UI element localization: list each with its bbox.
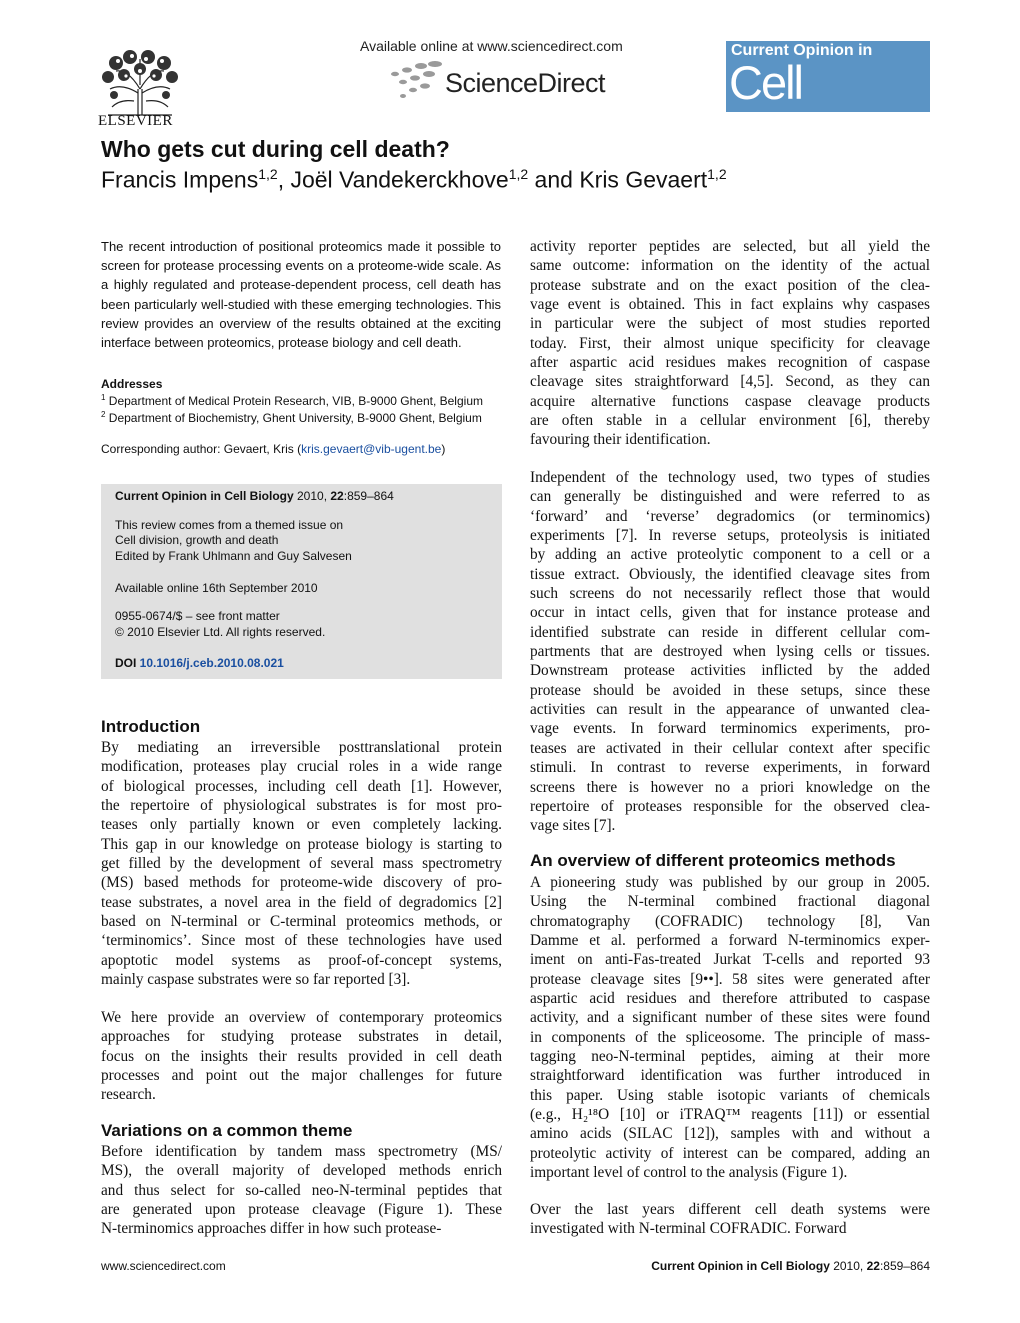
- text-line: in components of the spliceosome. The principle of mass-: [530, 1028, 930, 1046]
- paragraph: [530, 1200, 930, 1239]
- text-line: acquire alternative functions caspase cleavage products: [530, 392, 930, 410]
- text-line: this paper. Using stable isotopic variants of chemicals: [530, 1086, 930, 1104]
- author-affiliation: 1,2: [258, 166, 278, 182]
- text-line: mainly caspase substrates were so far reported [3].: [101, 971, 411, 989]
- text-line: important level of control to the analysis (Figure 1).: [530, 1164, 848, 1182]
- text-line: amino acids (SILAC [12]), samples with and without a: [530, 1125, 930, 1143]
- text-line: activities can result in the appearance of unwanted clea-: [530, 701, 930, 719]
- sciencedirect-logo[interactable]: [385, 58, 625, 102]
- text-line: of biological processes, including cell death [1]. However,: [101, 777, 502, 795]
- text-line: activity reporter peptides are selected, but all yield the: [530, 238, 930, 255]
- text-line: vage event is obtained. This in fact explains why caspases: [530, 296, 930, 314]
- text-line: proteolytic activity of interest can be compared, adding an: [530, 1144, 930, 1162]
- text-line: protease substrate and on the exact position of the clea-: [530, 276, 930, 294]
- text-line: experiments [7]. In reverse setups, proteolysis is initiated: [530, 527, 930, 545]
- text-line: such screens do not necessarily reflect those that would: [530, 585, 930, 603]
- text-line: (MS) based methods for proteome-wide discovery of pro-: [101, 874, 502, 892]
- author-name: Francis Impens: [101, 166, 259, 193]
- copyright-line: © 2010 Elsevier Ltd. All rights reserved.: [115, 625, 326, 639]
- text-line: today. First, their almost unique specificity for cleavage: [530, 334, 930, 352]
- text-line: Before identification by tandem mass spectrometry (MS/: [101, 1143, 502, 1160]
- journal-badge-title: Cell Biology: [729, 56, 870, 164]
- abstract: The recent introduction of positional proteomics made it possible to screen for protease processing events on a proteome-wide scale. As a highly regulated and protease-dependent process, cell death has been particularly well-studied with these emerging technologies. This review provides an overview of the results obtained at the exciting interface between proteomics, protease biology and cell death.: [101, 239, 501, 351]
- text-line: get filled by the development of several mass spectrometry: [101, 855, 502, 873]
- text-line: in particular were the subject of most studies reported: [530, 315, 930, 333]
- author-name: Joël Vandekerckhove: [290, 166, 509, 193]
- paragraph: [101, 1142, 502, 1239]
- text-line: can generally be distinguished and were referred to as: [530, 488, 930, 506]
- text-line: ‘terminomics’. Since most of these technologies have used: [101, 932, 502, 950]
- text-line: partments that are destroyed when lysing cells or tissues.: [530, 643, 930, 661]
- text-line: ‘forward’ and ‘reverse’ degradomics (or terminomics): [530, 507, 930, 525]
- text-line: This gap in our knowledge on protease biology is starting to: [101, 835, 502, 853]
- paragraph: [530, 237, 930, 450]
- text-line: same outcome: information on the identity of the actual: [530, 257, 930, 275]
- text-line: Over the last years different cell death systems were: [530, 1201, 930, 1218]
- text-line: favouring their identification.: [530, 431, 711, 449]
- text-line: Damme et al. performed a forward N-terminomics exper-: [530, 932, 930, 950]
- text-line: We here provide an overview of contemporary proteomics: [101, 1009, 502, 1026]
- doi-line: DOI 10.1016/j.ceb.2010.08.021: [115, 656, 284, 670]
- paragraph: [530, 468, 930, 836]
- section-heading-variations: Variations on a common theme: [101, 1121, 353, 1140]
- available-online-notice[interactable]: Available online at www.sciencedirect.com: [360, 38, 623, 54]
- text-line: based on N-terminal or C-terminal proteomics methods, or: [101, 913, 502, 931]
- text-line: repertoire of proteases responsible for the observed clea-: [530, 797, 930, 815]
- text-line: are generated upon protease cleavage (Figure 1). These: [101, 1201, 502, 1219]
- text-line: by adding an active proteolytic component to a cell or a: [530, 546, 930, 564]
- author-name: Kris Gevaert: [579, 166, 708, 193]
- text-line: Using the N-terminal combined fractional diagonal: [530, 893, 930, 911]
- text-line: vage sites [7].: [530, 817, 616, 835]
- text-line: MS), the overall majority of developed methods enrich: [101, 1162, 502, 1180]
- text-line: research.: [101, 1086, 156, 1104]
- paragraph: [530, 873, 930, 1183]
- text-line: teases are activated in their cellular context after specific: [530, 739, 930, 757]
- issn-line: 0955-0674/$ – see front matter: [115, 609, 280, 623]
- text-line: tagging neo-N-terminal peptides, aiming at their more: [530, 1048, 930, 1066]
- text-line: apoptotic model systems as proof-of-concept systems,: [101, 951, 502, 969]
- text-line: focus on the insights their results provided in cell death: [101, 1047, 502, 1065]
- text-line: iment on anti-Fas-treated Jurkat T-cells and reported 93: [530, 951, 930, 969]
- text-line: Downstream protease activities inflicted by the added: [530, 662, 930, 680]
- sciencedirect-dots-icon: [385, 58, 445, 102]
- text-line: (e.g., H₂¹⁸O [10] or iTRAQ™ reagents [11]) or essential: [530, 1106, 930, 1124]
- text-line: occur in intact cells, given that for instance protease and: [530, 604, 930, 622]
- text-line: tease substrates, a novel area in the field of degradomics [2]: [101, 893, 502, 911]
- footer-citation: Current Opinion in Cell Biology 2010, 22:859–864: [651, 1259, 930, 1273]
- text-line: straightforward identification was further introduced in: [530, 1067, 930, 1085]
- text-line: and thus select for so-called neo-N-terminal peptides that: [101, 1181, 502, 1199]
- addresses-heading: Addresses: [101, 377, 163, 391]
- paragraph: [101, 1008, 502, 1105]
- text-line: Independent of the technology used, two types of studies: [530, 469, 930, 486]
- text-line: By mediating an irreversible posttranslational protein: [101, 739, 502, 756]
- article-title: Who gets cut during cell death?: [101, 136, 450, 162]
- footer-website[interactable]: www.sciencedirect.com: [101, 1259, 226, 1273]
- themed-issue-title: Cell division, growth and death: [115, 533, 279, 547]
- author-list: Francis Impens$^{1,2}$, Joël Vandekerckhove$^{1,2}$ and Kris Gevaert$^{1,2}$: [101, 166, 727, 193]
- article-info-box: [101, 484, 502, 679]
- text-line: vage events. In forward terminomics experiments, pro-: [530, 720, 930, 738]
- online-date: Available online 16th September 2010: [115, 581, 318, 595]
- text-line: approaches for studying protease substrates in detail,: [101, 1028, 502, 1046]
- doi-link[interactable]: 10.1016/j.ceb.2010.08.021: [139, 656, 284, 670]
- text-line: activity, and a significant number of these sites were found: [530, 1009, 930, 1027]
- text-line: chromatography (COFRADIC) technology [8], Van: [530, 912, 930, 930]
- themed-issue-line: This review comes from a themed issue on: [115, 518, 344, 532]
- author-affiliation: 1,2: [707, 166, 727, 182]
- section-heading-overview: An overview of different proteomics methods: [530, 851, 896, 870]
- text-line: tissue extract. Obviously, the identified cleavage sites from: [530, 565, 930, 583]
- author-email-link[interactable]: kris.gevaert@vib-ugent.be: [301, 442, 442, 456]
- text-line: protease should be avoided in these setups, since these: [530, 681, 930, 699]
- text-line: modification, proteases play crucial roles in a wide range: [101, 758, 502, 776]
- text-line: are often stable in a cellular environment [6], thereby: [530, 412, 930, 430]
- editors-line: Edited by Frank Uhlmann and Guy Salvesen: [115, 549, 352, 563]
- text-line: N-terminomics approaches differ in how such protease-: [101, 1220, 442, 1238]
- citation-line: Current Opinion in Cell Biology 2010, 22:859–864: [115, 489, 394, 503]
- text-line: stimuli. In contrast to reverse experiments, in forward: [530, 759, 930, 777]
- journal-badge-series: Current Opinion in: [731, 42, 873, 59]
- text-line: teases only partially known or even completely lacking.: [101, 816, 502, 834]
- section-heading-introduction: Introduction: [101, 717, 201, 736]
- text-line: screens there is however no a priori knowledge on the: [530, 778, 930, 796]
- text-line: the repertoire of physiological substrates is for most pro-: [101, 797, 502, 815]
- text-line: aspartic acid residues and therefore attributed to caspase: [530, 990, 930, 1008]
- journal-badge[interactable]: [726, 41, 930, 164]
- author-affiliation: 1,2: [508, 166, 529, 182]
- text-line: processes and point out the major challenges for future: [101, 1067, 502, 1085]
- paragraph: [101, 738, 502, 989]
- publisher-name: ELSEVIER: [98, 113, 173, 129]
- text-line: after aspartic acid residues makes recognition of caspase: [530, 354, 930, 372]
- corresponding-author: Corresponding author: Gevaert, Kris (kris.gevaert@vib-ugent.be): [101, 442, 446, 456]
- address-line: $^1$ Department of Medical Protein Research, VIB, B-9000 Ghent, Belgium: [101, 393, 483, 408]
- text-line: investigated with N-terminal COFRADIC. Forward: [530, 1220, 847, 1238]
- text-line: cleavage sites straightforward [4,5]. Second, as they can: [530, 373, 930, 391]
- text-line: identified substrate can reside in different cellular com-: [530, 623, 930, 641]
- text-line: A pioneering study was published by our group in 2005.: [530, 874, 930, 891]
- address-line: $^2$ Department of Biochemistry, Ghent University, B-9000 Ghent, Belgium: [101, 410, 482, 425]
- text-line: protease cleavage sites [9••]. 58 sites were generated after: [530, 970, 930, 988]
- sciencedirect-wordmark: ScienceDirect: [445, 68, 606, 98]
